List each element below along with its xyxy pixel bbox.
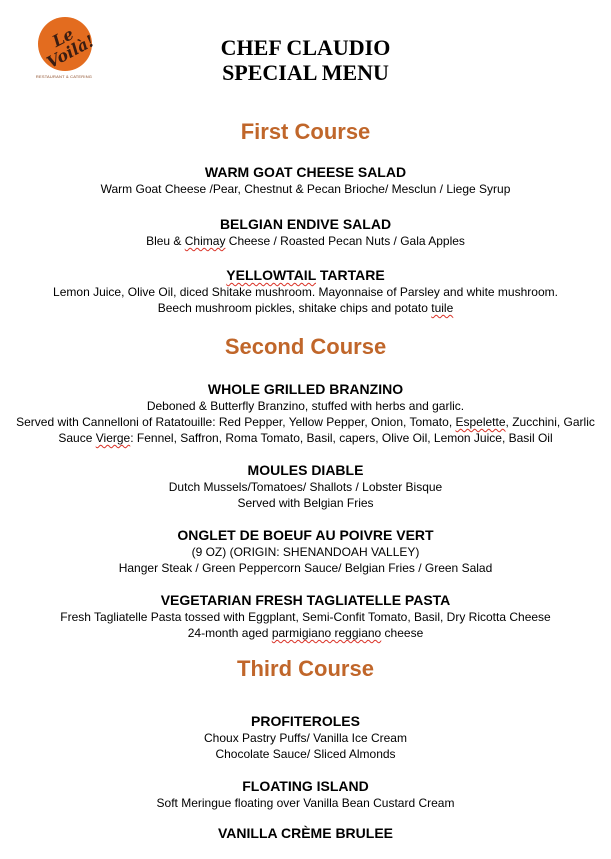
- description-text: cheese: [381, 626, 424, 640]
- description-text: Beech mushroom pickles, shitake chips and potato: [157, 301, 432, 315]
- menu-item-description: Hanger Steak / Green Peppercorn Sauce/ Belgian Fries / Green Salad: [118, 561, 493, 575]
- menu-item-name: BELGIAN ENDIVE SALAD: [219, 216, 392, 232]
- menu-item-description: Fresh Tagliatelle Pasta tossed with Eggplant, Semi-Confit Tomato, Basil, Dry Ricotta Cheese: [60, 610, 551, 624]
- menu-item-description: Served with Belgian Fries: [237, 496, 374, 510]
- spellcheck-word: Vierge: [95, 431, 131, 445]
- menu-item: [0, 825, 611, 842]
- menu-header: [150, 35, 461, 85]
- menu-item-description: Warm Goat Cheese /Pear, Chestnut & Pecan Brioche/ Mesclun / Liege Syrup: [100, 182, 511, 196]
- menu-item: [0, 713, 611, 762]
- header-line-1: CHEF CLAUDIO: [220, 35, 391, 60]
- menu-item-name: FLOATING ISLAND: [242, 778, 369, 794]
- spellcheck-word: parmigiano reggiano: [271, 626, 382, 640]
- description-text: , Zucchini, Garlic: [505, 415, 595, 429]
- spellcheck-word: YELLOWTAIL: [226, 267, 316, 283]
- menu-item-description: Deboned & Butterfly Branzino, stuffed with herbs and garlic.: [146, 399, 465, 413]
- menu-item-name: YELLOWTAIL TARTARE: [226, 267, 385, 283]
- description-text: 24-month aged: [187, 626, 272, 640]
- menu-item-name: ONGLET DE BOEUF AU POIVRE VERT: [177, 527, 434, 543]
- menu-item-description: Lemon Juice, Olive Oil, diced Shitake mushroom. Mayonnaise of Parsley and white mushroom.: [53, 285, 558, 299]
- menu-item-description: Dutch Mussels/Tomatoes/ Shallots / Lobster Bisque: [168, 480, 443, 494]
- menu-item-description: [0, 414, 611, 430]
- menu-item: [0, 592, 611, 641]
- restaurant-logo: [31, 15, 98, 81]
- menu-item-description: Chocolate Sauce/ Sliced Almonds: [215, 747, 396, 761]
- menu-item-name: VANILLA CRÈME BRULEE: [218, 825, 393, 841]
- menu-item: [0, 527, 611, 576]
- menu-item-description: [0, 625, 611, 641]
- logo-name: Le Voilà!: [43, 24, 98, 73]
- course-heading-third: Third Course: [237, 656, 374, 681]
- menu-item-description: [0, 430, 611, 446]
- menu-item-name: VEGETARIAN FRESH TAGLIATELLE PASTA: [160, 592, 451, 608]
- menu-item-name: MOULES DIABLE: [247, 462, 364, 478]
- menu-item: [0, 267, 611, 316]
- menu-item: [0, 164, 611, 197]
- menu-item-name: WARM GOAT CHEESE SALAD: [204, 164, 407, 180]
- menu-item-description: Soft Meringue floating over Vanilla Bean Custard Cream: [156, 796, 455, 810]
- course-heading-first: First Course: [240, 119, 371, 144]
- description-text: Served with Cannelloni of Ratatouille: Red Pepper, Yellow Pepper, Onion, Tomato,: [16, 415, 456, 429]
- menu-item: [0, 381, 611, 446]
- description-text: Cheese / Roasted Pecan Nuts / Gala Apples: [225, 234, 465, 248]
- menu-item-name: PROFITEROLES: [251, 713, 360, 729]
- description-text: Bleu &: [146, 234, 185, 248]
- description-text: : Fennel, Saffron, Roma Tomato, Basil, capers, Olive Oil, Lemon Juice, Basil Oil: [130, 431, 553, 445]
- menu-item: [0, 216, 611, 249]
- menu-item-description: [0, 300, 611, 316]
- menu-item-name: WHOLE GRILLED BRANZINO: [207, 381, 404, 397]
- spellcheck-word: Espelette: [455, 415, 506, 429]
- course-heading-second: Second Course: [224, 334, 387, 359]
- menu-item-description: Choux Pastry Puffs/ Vanilla Ice Cream: [204, 731, 407, 745]
- menu-item-description: (9 OZ) (ORIGIN: SHENANDOAH VALLEY): [191, 545, 420, 559]
- spellcheck-word: Chimay: [184, 234, 226, 248]
- header-line-2: SPECIAL MENU: [222, 60, 389, 85]
- description-text: Sauce: [58, 431, 96, 445]
- menu-item-description: [0, 233, 611, 249]
- menu-item: [0, 462, 611, 511]
- spellcheck-word: tuile: [431, 301, 454, 315]
- menu-item: [0, 778, 611, 811]
- logo-tagline: RESTAURANT & CATERING: [35, 74, 93, 79]
